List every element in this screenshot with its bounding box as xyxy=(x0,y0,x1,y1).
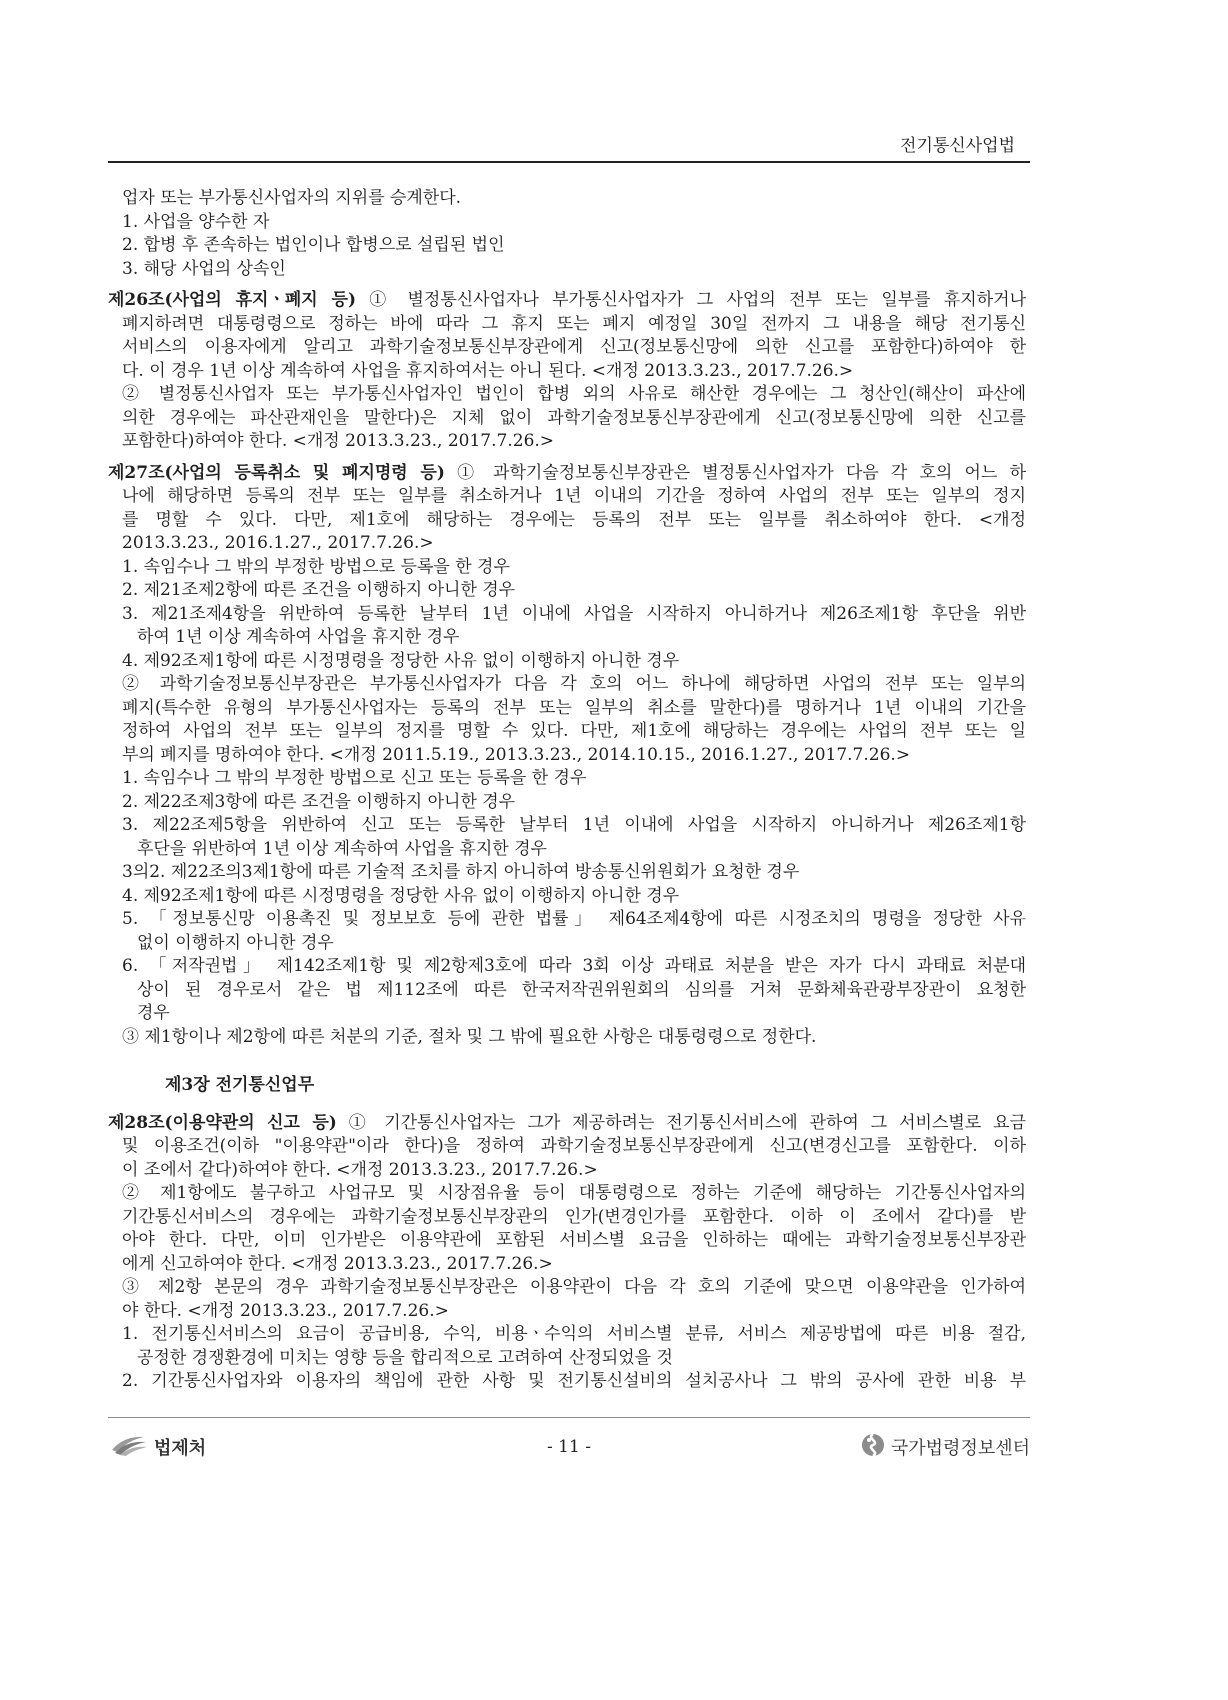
article-27 xyxy=(108,462,1026,1050)
paragraph-text: ① 별정통신사업자나 부가통신사업자가 그 사업의 전부 또는 일부를 휴지하거나 xyxy=(369,290,1026,310)
chapter-heading: 제3장 전기통신업무 xyxy=(165,1075,315,1095)
article-first-line xyxy=(108,289,1026,313)
paragraph-line: 기간통신서비스의 경우에는 과학기술정보통신부장관의 인가(변경인가를 포함한다. 이하 이 조에서 같다)를 받 xyxy=(122,1206,1026,1227)
list-item-continuation: 공정한 경쟁환경에 미치는 영향 등을 합리적으로 고려하여 산정되었을 것 xyxy=(137,1347,673,1368)
running-header-title: 전기통신사업법 xyxy=(900,136,1015,156)
paragraph-line: ② 별정통신사업자 또는 부가통신사업자인 법인이 합병 외의 사유로 해산한 경우에는 그 청산인(해산이 파산에 xyxy=(122,384,1026,404)
paragraph-line: 부의 폐지를 명하여야 한다. <개정 2011.5.19., 2013.3.23., 2014.10.15., 2016.1.27., 2017.7.26.> xyxy=(122,744,911,765)
article-26 xyxy=(108,289,1026,454)
page-body xyxy=(108,187,1026,1394)
paragraph-line: 폐지하려면 대통령령으로 정하는 바에 따라 그 휴지 또는 폐지 예정일 30일 전까지 그 내용을 해당 전기통신 xyxy=(122,313,1026,334)
list-item: 2. 제21조제2항에 따른 조건을 이행하지 아니한 경우 xyxy=(122,580,516,600)
article-first-line xyxy=(108,462,1026,486)
list-item-continuation: 후단을 위반하여 1년 이상 계속하여 사업을 휴지한 경우 xyxy=(137,838,547,859)
list-item: 2. 제22조제3항에 따른 조건을 이행하지 아니한 경우 xyxy=(122,791,516,812)
list-item-continuation: 없이 이행하지 아니한 경우 xyxy=(137,932,334,953)
list-item: 5. 「정보통신망 이용촉진 및 정보보호 등에 관한 법률」 제64조제4항에 따른 시정조치의 명령을 정당한 사유 xyxy=(122,909,1026,929)
list-item: 4. 제92조제1항에 따른 시정명령을 정당한 사유 없이 이행하지 아니한 경우 xyxy=(122,885,680,906)
paragraph-text: ① 과학기술정보통신부장관은 별정통신사업자가 다음 각 호의 어느 하 xyxy=(457,462,1026,483)
paragraph-line: 나에 해당하면 등록의 전부 또는 일부를 취소하거나 1년 이내의 기간을 정하여 사업의 전부 또는 일부의 정지 xyxy=(122,486,1026,506)
paragraph-line: 를 명할 수 있다. 다만, 제1호에 해당하는 경우에는 등록의 전부 또는 일부를 취소하여야 한다. <개정 xyxy=(122,509,1026,530)
paragraph-line: 폐지(특수한 유형의 부가통신사업자는 등록의 전부 또는 일부의 취소를 말한다)를 명하거나 1년 이내의 기간을 xyxy=(122,697,1026,718)
footer-rule xyxy=(108,1417,1030,1418)
article-heading: 제27조(사업의 등록취소 및 폐지명령 등) xyxy=(108,462,445,483)
article-heading: 제26조(사업의 휴지ㆍ폐지 등) xyxy=(108,290,356,310)
paragraph-line: 아야 한다. 다만, 이미 인가받은 이용약관에 포함된 서비스별 요금을 인하하는 때에는 과학기술정보통신부장관 xyxy=(122,1230,1026,1250)
list-item: 3. 제22조제5항을 위반하여 신고 또는 등록한 날부터 1년 이내에 사업을 시작하지 아니하거나 제26조제1항 xyxy=(122,815,1026,835)
list-item: 4. 제92조제1항에 따른 시정명령을 정당한 사유 없이 이행하지 아니한 경우 xyxy=(122,650,680,671)
list-item-continuation: 하여 1년 이상 계속하여 사업을 휴지한 경우 xyxy=(137,627,460,647)
paragraph-line: 및 이용조건(이하 "이용약관"이라 한다)을 정하여 과학기술정보통신부장관에게 신고(변경신고를 포함한다. 이하 xyxy=(122,1136,1026,1156)
list-item: 3. 해당 사업의 상속인 xyxy=(122,258,286,279)
paragraph-line: ③ 제2항 본문의 경우 과학기술정보통신부장관은 이용약관이 다음 각 호의 기준에 맞으면 이용약관을 인가하여 xyxy=(122,1277,1026,1297)
paragraph-line: 의한 경우에는 파산관재인을 말한다)은 지체 없이 과학기술정보통신부장관에게 신고(정보통신망에 의한 신고를 xyxy=(122,407,1026,428)
paragraph-line: ② 제1항에도 불구하고 사업규모 및 시장점유율 등이 대통령령으로 정하는 기준에 해당하는 기간통신사업자의 xyxy=(122,1183,1026,1203)
law-info-center-logo-icon xyxy=(861,1433,885,1461)
paragraph-line: ② 과학기술정보통신부장관은 부가통신사업자가 다음 각 호의 어느 하나에 해당하면 사업의 전부 또는 일부의 xyxy=(122,674,1026,694)
article-heading: 제28조(이용약관의 신고 등) xyxy=(108,1112,337,1133)
paragraph-line: 2013.3.23., 2016.1.27., 2017.7.26.> xyxy=(122,533,434,553)
list-item-continuation: 상이 된 경우로서 같은 법 제112조에 따른 한국저작권위원회의 심의를 거쳐 문화체육관광부장관이 요청한 xyxy=(137,979,1026,1000)
footer-right-group xyxy=(861,1434,1030,1460)
previous-article-continuation xyxy=(108,187,1026,281)
article-first-line xyxy=(108,1112,1026,1136)
page-footer xyxy=(108,1434,1030,1460)
paragraph-line: 포함한다)하여야 한다. <개정 2013.3.23., 2017.7.26.> xyxy=(122,431,555,451)
article-28 xyxy=(108,1112,1026,1394)
list-item: 3. 제21조제4항을 위반하여 등록한 날부터 1년 이내에 사업을 시작하지 아니하거나 제26조제1항 후단을 위반 xyxy=(122,603,1026,624)
paragraph-line: 서비스의 이용자에게 알리고 과학기술정보통신부장관에게 신고(정보통신망에 의한 신고를 포함한다)하여야 한 xyxy=(122,337,1026,357)
page-number: - 11 - xyxy=(547,1437,591,1457)
paragraph-line: 정하여 사업의 전부 또는 일부의 정지를 명할 수 있다. 다만, 제1호에 해당하는 경우에는 사업의 전부 또는 일 xyxy=(122,721,1026,741)
paragraph-line: ③ 제1항이나 제2항에 따른 처분의 기준, 절차 및 그 밖에 필요한 사항은 대통령령으로 정한다. xyxy=(122,1026,817,1047)
list-item: 1. 전기통신서비스의 요금이 공급비용, 수익, 비용ㆍ수익의 서비스별 분류, 서비스 제공방법에 따른 비용 절감, xyxy=(122,1324,1026,1344)
list-item: 1. 사업을 양수한 자 xyxy=(122,211,270,232)
paragraph-text: ① 기간통신사업자는 그가 제공하려는 전기통신서비스에 관하여 그 서비스별로 요금 xyxy=(348,1112,1026,1133)
list-item: 1. 속임수나 그 밖의 부정한 방법으로 등록을 한 경우 xyxy=(122,556,510,577)
paragraph-line: 다. 이 경우 1년 이상 계속하여 사업을 휴지하여서는 아니 된다. <개정 2013.3.23., 2017.7.26.> xyxy=(122,360,854,381)
paragraph-line: 업자 또는 부가통신사업자의 지위를 승계한다. xyxy=(122,188,462,208)
list-item: 2. 합병 후 존속하는 법인이나 합병으로 설립된 법인 xyxy=(122,235,505,255)
header-rule xyxy=(108,161,1030,163)
list-item: 2. 기간통신사업자와 이용자의 책임에 관한 사항 및 전기통신설비의 설치공사나 그 밖의 공사에 관한 비용 부 xyxy=(122,1371,1026,1391)
list-item-continuation: 경우 xyxy=(137,1003,170,1023)
list-item: 6. 「저작권법」 제142조제1항 및 제2항제3호에 따라 3회 이상 과태료 처분을 받은 자가 다시 과태료 처분대 xyxy=(122,956,1026,976)
list-item: 3의2. 제22조의3제1항에 따른 기술적 조치를 하지 아니하여 방송통신위원회가 요청한 경우 xyxy=(122,862,800,882)
paragraph-line: 이 조에서 같다)하여야 한다. <개정 2013.3.23., 2017.7.26.> xyxy=(122,1159,598,1180)
paragraph-line: 에게 신고하여야 한다. <개정 2013.3.23., 2017.7.26.> xyxy=(122,1253,553,1274)
footer-left-org: 법제처 xyxy=(154,1438,207,1459)
footer-right-org: 국가법령정보센터 xyxy=(890,1438,1030,1459)
list-item: 1. 속임수나 그 밖의 부정한 방법으로 신고 또는 등록을 한 경우 xyxy=(122,768,587,788)
paragraph-line: 야 한다. <개정 2013.3.23., 2017.7.26.> xyxy=(122,1300,449,1321)
